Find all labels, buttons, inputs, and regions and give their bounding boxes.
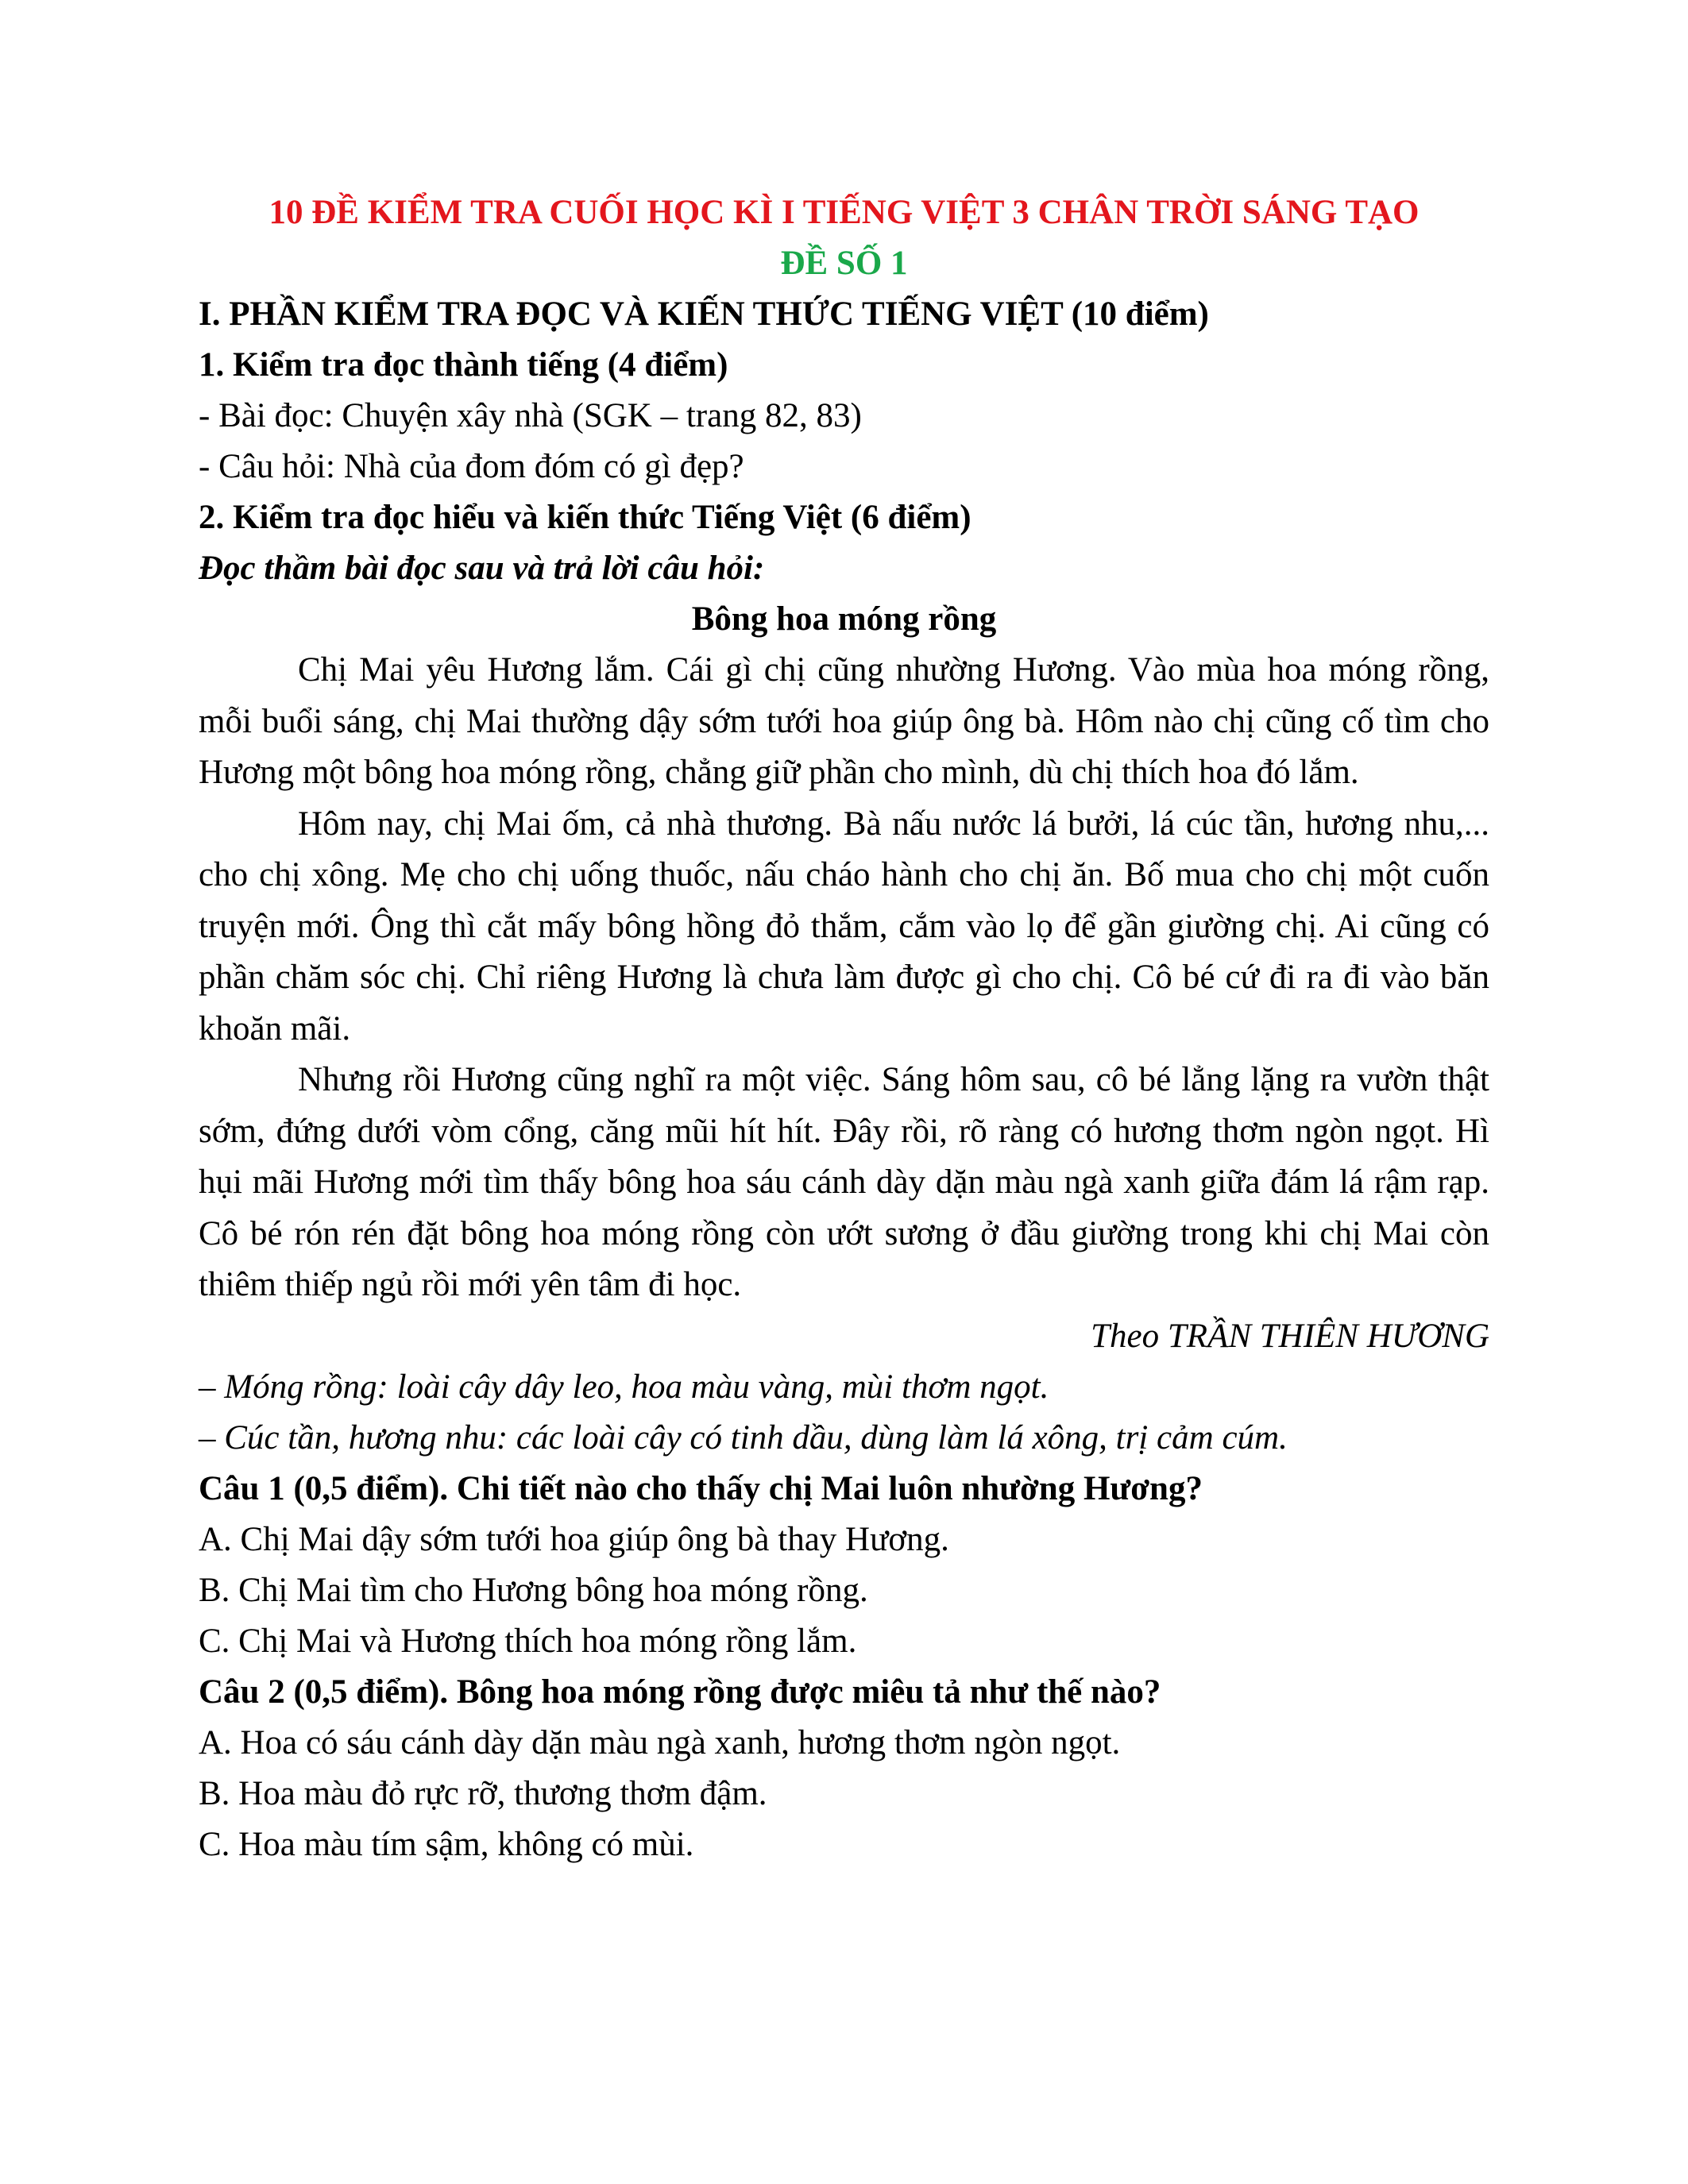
story-author: Theo TRẦN THIÊN HƯƠNG [1091,1317,1489,1355]
vocab-note: – Cúc tần, hương nhu: các loài cây có tinh dầu, dùng làm lá xông, trị cảm cúm. [199,1418,1288,1457]
question-1: Câu 1 (0,5 điểm). Chi tiết nào cho thấy chị Mai luôn nhường Hương? [199,1469,1203,1507]
story-title: Bông hoa móng rồng [691,600,997,638]
story-paragraph: Chị Mai yêu Hương lắm. Cái gì chị cũng nhường Hương. Vào mùa hoa móng rồng, mỗi buổi sáng, chị Mai thường dậy sớm tưới hoa giúp ông bà. Hôm nào chị cũng cố tìm cho Hương một bông hoa móng rồng, chẳng giữ phần cho mình, dù chị thích hoa đó lắm. [199,651,1489,791]
question-1-option-a: A. Chị Mai dậy sớm tưới hoa giúp ông bà thay Hương. [199,1520,949,1558]
part1-heading: 1. Kiểm tra đọc thành tiếng (4 điểm) [199,346,728,384]
question-2-option-c: C. Hoa màu tím sậm, không có mùi. [199,1825,694,1863]
story-paragraph: Hôm nay, chị Mai ốm, cả nhà thương. Bà nấu nước lá bưởi, lá cúc tần, hương nhu,... cho chị xông. Mẹ cho chị uống thuốc, nấu cháo hành cho chị ăn. Bố mua cho chị một cuốn truyện mới. Ông thì cắt mấy bông hồng đỏ thắm, cắm vào lọ để gần giường chị. Ai cũng có phần chăm sóc chị. Chỉ riêng Hương là chưa làm được gì cho chị. Cô bé cứ đi ra đi vào băn khoăn mãi. [199,805,1489,1048]
reading-line: - Bài đọc: Chuyện xây nhà (SGK – trang 82, 83) [199,397,862,434]
question-2-option-b: B. Hoa màu đỏ rực rỡ, thương thơm đậm. [199,1774,767,1812]
question-1-option-b: B. Chị Mai tìm cho Hương bông hoa móng rồng. [199,1571,868,1609]
oral-question-line: - Câu hỏi: Nhà của đom đóm có gì đẹp? [199,448,744,485]
question-1-option-c: C. Chị Mai và Hương thích hoa móng rồng lắm. [199,1622,857,1660]
exam-number: ĐỀ SỐ 1 [780,245,908,282]
story-paragraph: Nhưng rồi Hương cũng nghĩ ra một việc. Sáng hôm sau, cô bé lẳng lặng ra vườn thật sớm, đứng dưới vòm cổng, căng mũi hít hít. Đây rồi, rõ ràng có hương thơm ngòn ngọt. Hì hụi mãi Hương mới tìm thấy bông hoa sáu cánh dày dặn màu ngà xanh giữa đám lá rậm rạp. Cô bé rón rén đặt bông hoa móng rồng còn ướt sương ở đầu giường trong khi chị Mai còn thiêm thiếp ngủ rồi mới yên tâm đi học. [199,1061,1489,1303]
document-content [199,187,1489,1870]
question-2-option-a: A. Hoa có sáu cánh dày dặn màu ngà xanh, hương thơm ngòn ngọt. [199,1723,1121,1761]
instruction: Đọc thầm bài đọc sau và trả lời câu hỏi: [199,550,765,587]
document-title: 10 ĐỀ KIỂM TRA CUỐI HỌC KÌ I TIẾNG VIỆT 3 CHÂN TRỜI SÁNG TẠO [268,194,1420,231]
vocab-note: – Móng rồng: loài cây dây leo, hoa màu vàng, mùi thơm ngọt. [199,1368,1049,1406]
section-heading: I. PHẦN KIỂM TRA ĐỌC VÀ KIẾN THỨC TIẾNG VIỆT (10 điểm) [199,295,1209,333]
question-2: Câu 2 (0,5 điểm). Bông hoa móng rồng được miêu tả như thế nào? [199,1673,1161,1711]
part2-heading: 2. Kiểm tra đọc hiểu và kiến thức Tiếng Việt (6 điểm) [199,499,971,536]
